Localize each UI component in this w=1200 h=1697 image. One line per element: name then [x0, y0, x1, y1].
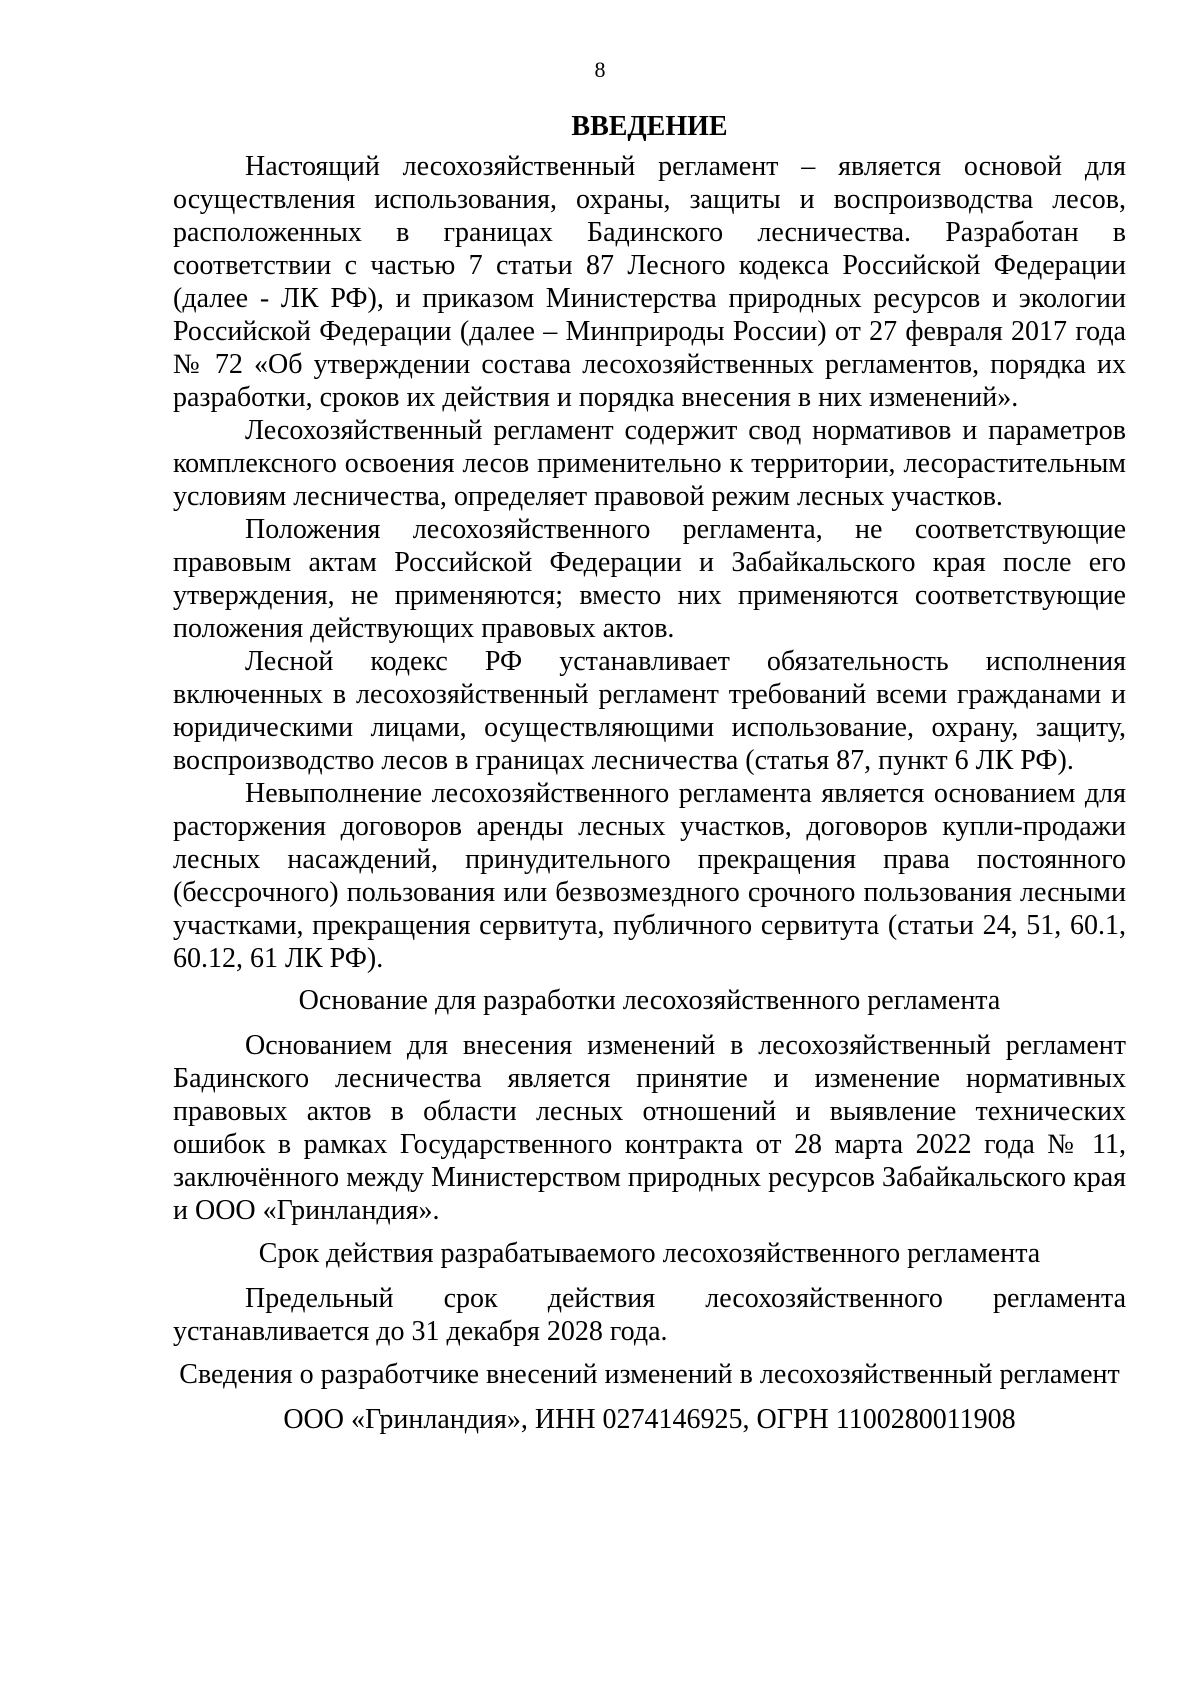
intro-paragraph: Лесохозяйственный регламент содержит свод нормативов и параметров комплексного освоения лесов применительно к территории, лесорастительным условиям лесничества, определяет правовой режим лесных участков.	[173, 415, 1126, 512]
intro-paragraph: Лесной кодекс РФ устанавливает обязательность исполнения включенных в лесохозяйственный регламент требований всеми гражданами и юридическими лицами, осуществляющими использование, охрану, защиту, воспроизводство лесов в границах лесничества (статья 87, пункт 6 ЛК РФ).	[173, 646, 1126, 776]
basis-paragraph: Основанием для внесения изменений в лесохозяйственный регламент Бадинского лесничества является принятие и изменение нормативных правовых актов в области лесных отношений и выявление технических ошибок в рамках Государственного контракта от 28 марта 2022 года № 11, заключённого между Министерством природных ресурсов Забайкальского края и ООО «Гринландия».	[173, 1030, 1126, 1226]
term-subheading: Срок действия разрабатываемого лесохозяйственного регламента	[258, 1238, 1041, 1269]
developer-details: ООО «Гринландия», ИНН 0274146925, ОГРН 1100280011908	[283, 1404, 1016, 1435]
document-body	[173, 110, 1126, 1436]
page-number: 8	[594, 57, 606, 82]
basis-subheading: Основание для разработки лесохозяйственного регламента	[298, 985, 1001, 1016]
intro-paragraph: Положения лесохозяйственного регламента, не соответствующие правовым актам Российской Федерации и Забайкальского края после его утверждения, не применяются; вместо них применяются соответствующие положения действующих правовых актов.	[173, 514, 1126, 644]
section-heading: ВВЕДЕНИЕ	[571, 111, 728, 142]
intro-paragraph: Настоящий лесохозяйственный регламент – является основой для осуществления использования, охраны, защиты и воспроизводства лесов, расположенных в границах Бадинского лесничества. Разработан в соответствии с частью 7 статьи 87 Лесного кодекса Российской Федерации (далее - ЛК РФ), и приказом Министерства природных ресурсов и экологии Российской Федерации (далее – Минприроды России) от 27 февраля 2017 года № 72 «Об утверждении состава лесохозяйственных регламентов, порядка их разработки, сроков их действия и порядка внесения в них изменений».	[173, 151, 1126, 413]
term-paragraph: Предельный срок действия лесохозяйственного регламента устанавливается до 31 декабря 2028 года.	[173, 1283, 1126, 1347]
developer-subheading: Сведения о разработчике внесений изменений в лесохозяйственный регламент	[179, 1359, 1120, 1390]
intro-paragraph: Невыполнение лесохозяйственного регламента является основанием для расторжения договоров аренды лесных участков, договоров купли-продажи лесных насаждений, принудительного прекращения права постоянного (бессрочного) пользования или безвозмездного срочного пользования лесными участками, прекращения сервитута, публичного сервитута (статьи 24, 51, 60.1, 60.12, 61 ЛК РФ).	[173, 778, 1126, 974]
